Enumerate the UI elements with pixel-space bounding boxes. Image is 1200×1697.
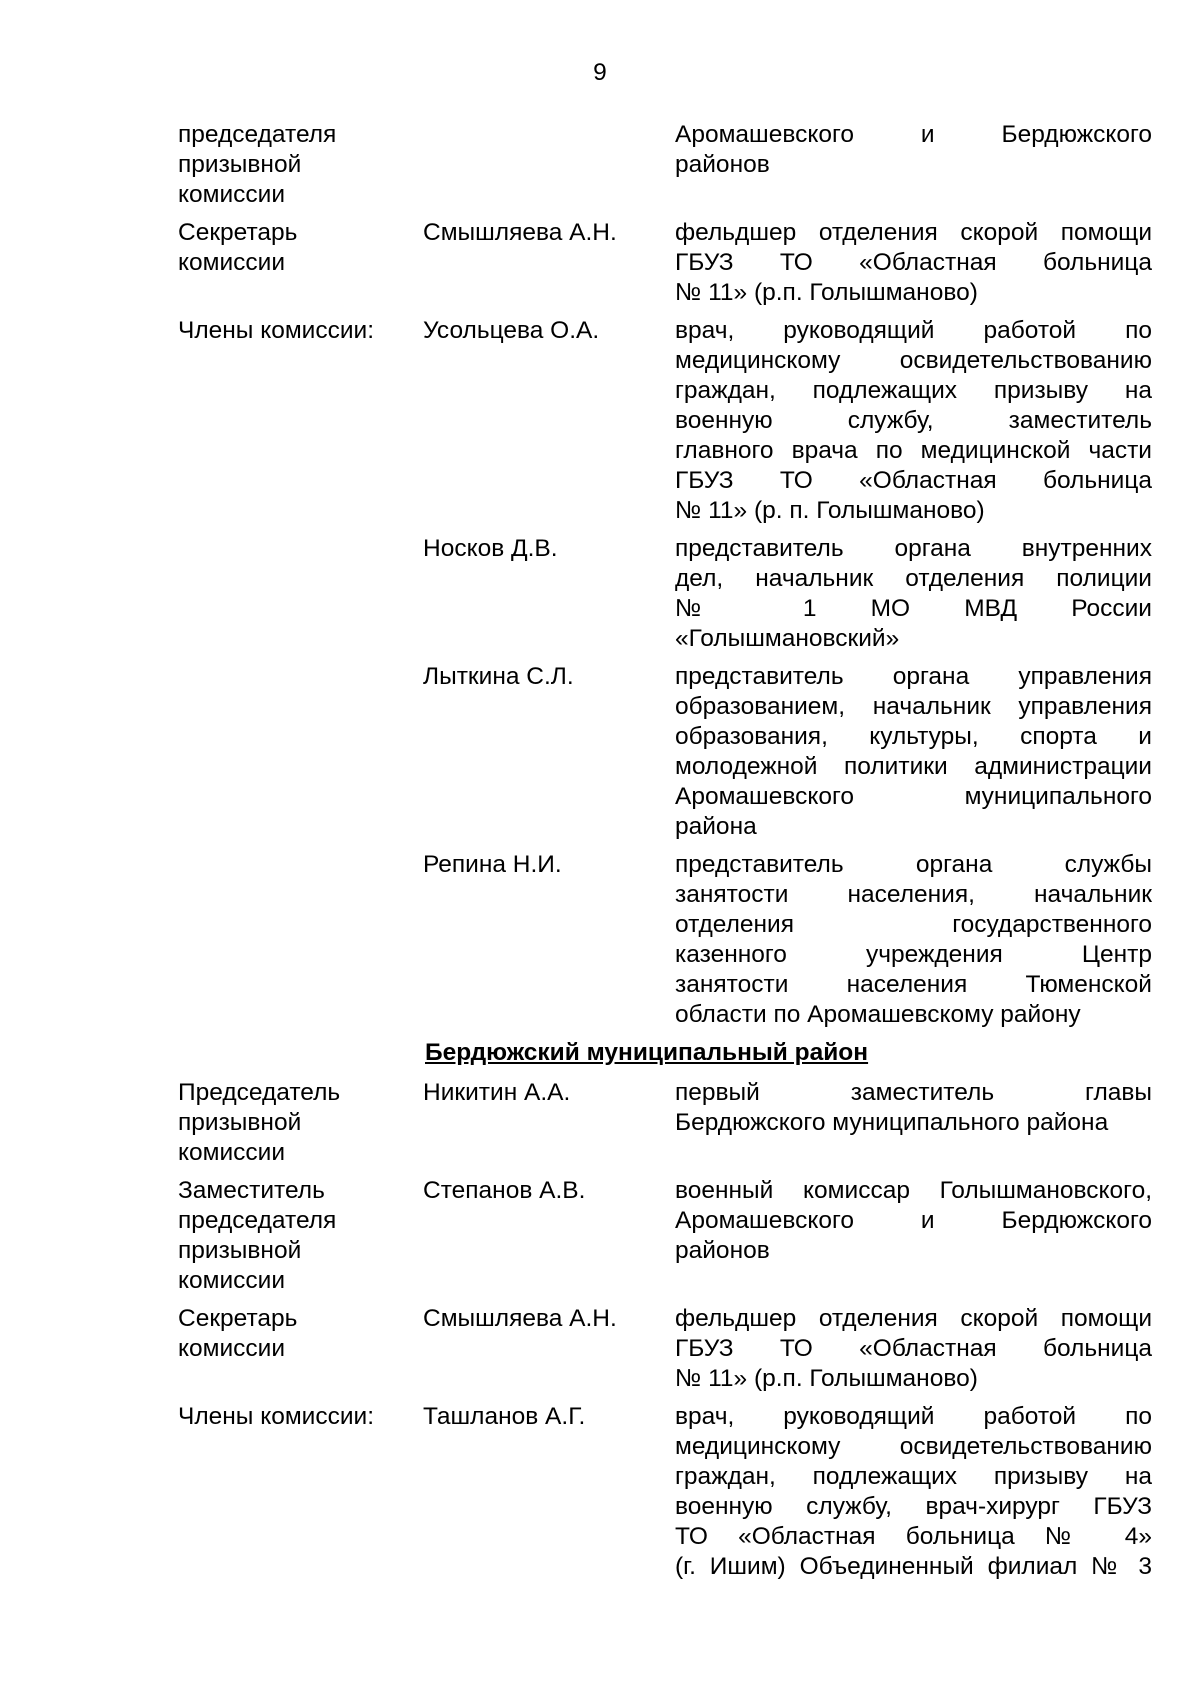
member-position-line: Бердюжского муниципального района xyxy=(675,1109,1109,1136)
member-role-line: комиссии xyxy=(178,249,286,276)
member-position xyxy=(675,1304,1152,1394)
member-position-line: фельдшер отделения скорой помощи xyxy=(675,219,1152,246)
member-role-line: Секретарь xyxy=(178,1305,298,1332)
member-role-line: председателя xyxy=(178,1207,337,1234)
member-row xyxy=(178,1078,1152,1168)
member-row xyxy=(178,218,1152,308)
member-role-line: призывной xyxy=(178,151,302,178)
member-name xyxy=(423,316,675,346)
member-position-line: военную службу, врач-хирург ГБУЗ xyxy=(675,1493,1152,1520)
page-number: 9 xyxy=(593,59,607,86)
member-position-line: медицинскому освидетельствованию xyxy=(675,1433,1152,1460)
member-row xyxy=(178,316,1152,526)
member-position-line: фельдшер отделения скорой помощи xyxy=(675,1305,1152,1332)
member-position-line: главного врача по медицинской части xyxy=(675,437,1152,464)
member-position xyxy=(675,662,1152,842)
member-role xyxy=(178,1078,423,1168)
member-row xyxy=(178,1304,1152,1394)
member-name xyxy=(423,1176,675,1206)
member-position-line: № 11» (р.п. Голышманово) xyxy=(675,279,978,306)
member-name-line: Смышляева А.Н. xyxy=(423,219,617,246)
member-position-line: представитель органа службы xyxy=(675,851,1152,878)
member-position xyxy=(675,534,1152,654)
member-name xyxy=(423,534,675,564)
member-position-line: военную службу, заместитель xyxy=(675,407,1152,434)
member-position-line: первый заместитель главы xyxy=(675,1079,1152,1106)
member-position-line: ТО «Областная больница № 4» xyxy=(675,1523,1152,1550)
member-name xyxy=(423,662,675,692)
member-position-line: врач, руководящий работой по xyxy=(675,317,1152,344)
member-name-line: Степанов А.В. xyxy=(423,1177,586,1204)
member-position-line: районов xyxy=(675,151,770,178)
member-role-line: комиссии xyxy=(178,1335,286,1362)
member-position xyxy=(675,1078,1152,1138)
member-role-line: Председатель xyxy=(178,1079,341,1106)
section-heading: Бердюжский муниципальный район xyxy=(425,1039,869,1066)
member-name xyxy=(423,218,675,248)
member-name-line: Смышляева А.Н. xyxy=(423,1305,617,1332)
member-position xyxy=(675,316,1152,526)
member-position-line: занятости населения Тюменской xyxy=(675,971,1152,998)
member-position-line: занятости населения, начальник xyxy=(675,881,1152,908)
member-position xyxy=(675,120,1152,180)
member-position xyxy=(675,850,1152,1030)
member-row xyxy=(178,120,1152,210)
member-position-line: «Голышмановский» xyxy=(675,625,900,652)
member-role-line: Члены комиссии: xyxy=(178,317,375,344)
member-position-line: врач, руководящий работой по xyxy=(675,1403,1152,1430)
member-role-line: комиссии xyxy=(178,1267,286,1294)
member-position-line: представитель органа управления xyxy=(675,663,1152,690)
member-position xyxy=(675,1176,1152,1266)
member-position-line: ГБУЗ ТО «Областная больница xyxy=(675,1335,1152,1362)
member-name-line: Ташланов А.Г. xyxy=(423,1403,586,1430)
member-role-line: призывной xyxy=(178,1237,302,1264)
member-position-line: образованием, начальник управления xyxy=(675,693,1152,720)
member-position-line: № 1 МО МВД России xyxy=(675,595,1152,622)
member-position-line: Аромашевского муниципального xyxy=(675,783,1152,810)
member-name xyxy=(423,1304,675,1334)
member-name xyxy=(423,850,675,880)
member-position xyxy=(675,218,1152,308)
member-position-line: области по Аромашевскому району xyxy=(675,1001,1081,1028)
member-position-line: района xyxy=(675,813,757,840)
member-row xyxy=(178,534,1152,654)
member-role-line: председателя xyxy=(178,121,337,148)
commission-composition xyxy=(178,120,1152,1590)
member-role-line: комиссии xyxy=(178,1139,286,1166)
member-position-line: (г. Ишим) Объединенный филиал № 3 xyxy=(675,1553,1152,1580)
member-position-line: казенного учреждения Центр xyxy=(675,941,1152,968)
member-role xyxy=(178,1176,423,1296)
member-position-line: дел, начальник отделения полиции xyxy=(675,565,1152,592)
member-position-line: граждан, подлежащих призыву на xyxy=(675,1463,1152,1490)
member-position-line: отделения государственного xyxy=(675,911,1152,938)
member-name-line: Репина Н.И. xyxy=(423,851,562,878)
member-role xyxy=(178,120,423,210)
member-role-line: комиссии xyxy=(178,181,286,208)
member-position-line: граждан, подлежащих призыву на xyxy=(675,377,1152,404)
member-role xyxy=(178,1402,423,1432)
member-role-line: призывной xyxy=(178,1109,302,1136)
member-position-line: образования, культуры, спорта и xyxy=(675,723,1152,750)
member-position-line: № 11» (р. п. Голышманово) xyxy=(675,497,985,524)
member-row xyxy=(178,662,1152,842)
member-name-line: Усольцева О.А. xyxy=(423,317,600,344)
member-position xyxy=(675,1402,1152,1582)
member-role xyxy=(178,1304,423,1364)
member-position-line: ГБУЗ ТО «Областная больница xyxy=(675,467,1152,494)
member-position-line: № 11» (р.п. Голышманово) xyxy=(675,1365,978,1392)
member-position-line: районов xyxy=(675,1237,770,1264)
member-name-line: Носков Д.В. xyxy=(423,535,558,562)
member-name xyxy=(423,1078,675,1108)
member-name xyxy=(423,1402,675,1432)
member-row xyxy=(178,1402,1152,1582)
member-position-line: ГБУЗ ТО «Областная больница xyxy=(675,249,1152,276)
member-role-line: Заместитель xyxy=(178,1177,325,1204)
member-role-line: Члены комиссии: xyxy=(178,1403,375,1430)
member-position-line: Аромашевского и Бердюжского xyxy=(675,1207,1152,1234)
member-name-line: Лыткина С.Л. xyxy=(423,663,574,690)
member-position-line: медицинскому освидетельствованию xyxy=(675,347,1152,374)
member-row xyxy=(178,1176,1152,1296)
member-position-line: молодежной политики администрации xyxy=(675,753,1152,780)
member-row xyxy=(178,850,1152,1030)
member-role xyxy=(178,218,423,278)
member-role-line: Секретарь xyxy=(178,219,298,246)
member-role xyxy=(178,316,423,346)
member-position-line: представитель органа внутренних xyxy=(675,535,1152,562)
member-name-line: Никитин А.А. xyxy=(423,1079,571,1106)
member-position-line: Аромашевского и Бердюжского xyxy=(675,121,1152,148)
member-position-line: военный комиссар Голышмановского, xyxy=(675,1177,1152,1204)
